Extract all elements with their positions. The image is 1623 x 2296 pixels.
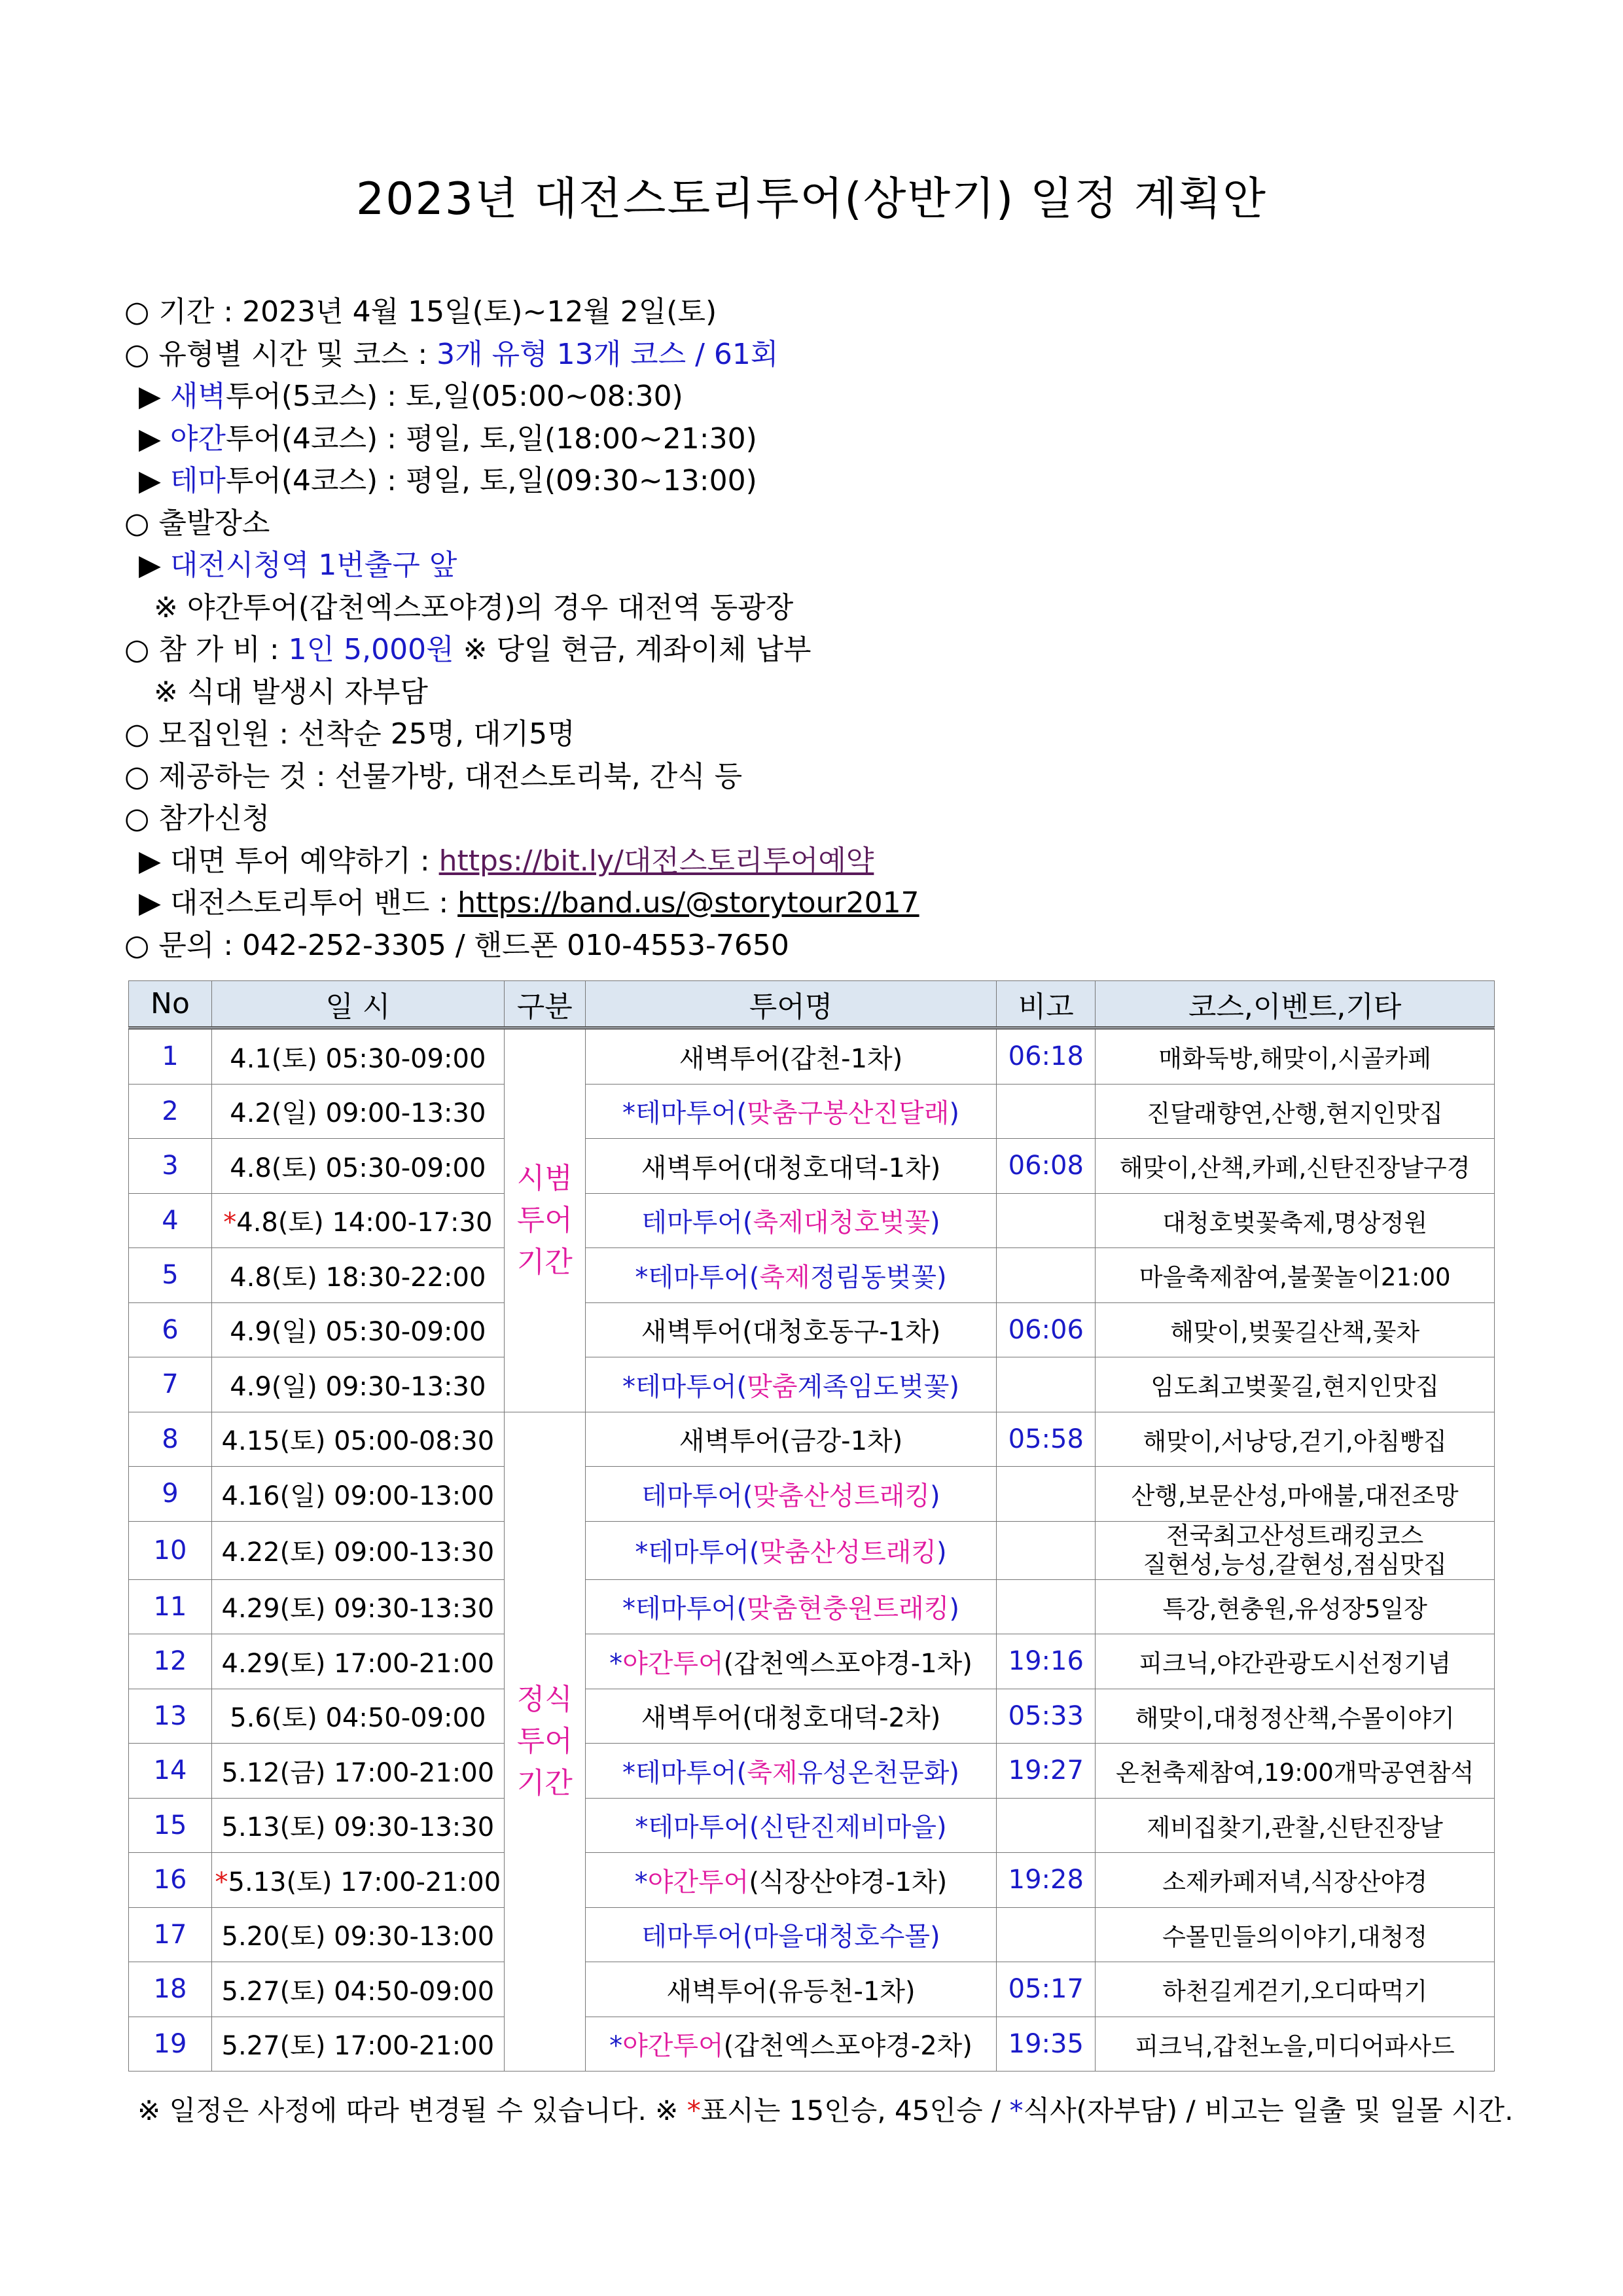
datetime-text: 4.22(토) 09:00-13:30 <box>221 1537 495 1568</box>
cell-datetime <box>211 1193 504 1248</box>
datetime-text: 4.16(일) 09:00-13:00 <box>221 1480 495 1511</box>
cell-tour-name <box>585 1798 997 1853</box>
provided-line: ○ 제공하는 것 : 선물가방, 대전스토리북, 간식 등 <box>124 759 743 793</box>
header-no: No <box>129 981 212 1028</box>
tour-name-part: 테마투어(마을대청호수몰) <box>641 1922 940 1952</box>
cell-course: 해맞이,산책,카페,신탄진장날구경 <box>1096 1139 1495 1194</box>
cell-course: 특강,현충원,유성장5일장 <box>1096 1579 1495 1634</box>
table-row <box>129 1634 1495 1689</box>
datetime-text: 4.8(토) 18:30-22:00 <box>230 1262 486 1293</box>
cell-course: 온천축제참여,19:00개막공연참석 <box>1096 1744 1495 1799</box>
cell-note: 19:35 <box>997 2017 1096 2072</box>
header-datetime: 일 시 <box>211 981 504 1028</box>
tour-name-part: 테마투어( <box>635 1371 747 1402</box>
tour-name-highlight: 맞춤산성트래킹 <box>759 1537 937 1568</box>
tour-name-highlight: 맞춤 <box>747 1371 798 1402</box>
meal-star: * <box>609 2031 623 2062</box>
cell-no: 16 <box>129 1853 212 1908</box>
tour-name-suffix: ) <box>949 1098 959 1129</box>
tour-name-highlight: 맞춤산성트래킹 <box>753 1480 931 1511</box>
datetime-text: 5.27(토) 17:00-21:00 <box>221 2031 495 2062</box>
cell-note <box>997 1579 1096 1634</box>
datetime-text: 4.9(일) 09:30-13:30 <box>230 1371 486 1402</box>
footer-part1: ※ 일정은 사정에 따라 변경될 수 있습니다. ※ <box>137 2094 687 2126</box>
cell-no: 15 <box>129 1798 212 1853</box>
cell-no: 14 <box>129 1744 212 1799</box>
cell-no: 8 <box>129 1412 212 1467</box>
table-body <box>129 1028 1495 2072</box>
cell-datetime <box>211 1412 504 1467</box>
datetime-text: 4.15(토) 05:00-08:30 <box>221 1426 495 1457</box>
cell-no: 18 <box>129 1962 212 2017</box>
cell-note: 19:27 <box>997 1744 1096 1799</box>
table-row <box>129 1084 1495 1139</box>
tour-name-part: 새벽투어(대청호대덕-2차) <box>641 1703 941 1734</box>
cell-course: 대청호벚꽃축제,명상정원 <box>1096 1193 1495 1248</box>
tour-name-suffix: 유성온천문화) <box>797 1757 959 1788</box>
meal-star: * <box>635 1262 649 1293</box>
cell-no: 10 <box>129 1521 212 1579</box>
cell-no: 2 <box>129 1084 212 1139</box>
table-row <box>129 1028 1495 1085</box>
cell-note: 05:58 <box>997 1412 1096 1467</box>
cell-datetime <box>211 1689 504 1744</box>
theme-tour-line <box>124 460 1531 503</box>
cell-no: 13 <box>129 1689 212 1744</box>
table-row <box>129 1962 1495 2017</box>
cell-course: 임도최고벚꽃길,현지인맛집 <box>1096 1357 1495 1412</box>
table-row <box>129 1302 1495 1357</box>
category-regular-text: 정식 투어 기간 <box>516 1682 573 1800</box>
cell-category-trial <box>504 1028 585 1412</box>
table-row <box>129 1798 1495 1853</box>
cell-tour-name <box>585 1193 997 1248</box>
tour-name-part: 테마투어(신탄진제비마을) <box>648 1812 947 1843</box>
theme-prefix: ▶ <box>139 464 170 497</box>
theme-highlight: 테마 <box>169 464 226 497</box>
datetime-text: 4.2(일) 09:00-13:30 <box>230 1098 486 1129</box>
tour-name-part: 야간투어 <box>622 2031 724 2062</box>
tour-name-suffix: ) <box>930 1480 940 1511</box>
cell-datetime <box>211 1853 504 1908</box>
datetime-text: 5.13(토) 09:30-13:30 <box>221 1812 495 1843</box>
reserve-label: ▶ 대면 투어 예약하기 : <box>139 844 439 878</box>
cell-datetime <box>211 1579 504 1634</box>
types-line <box>124 334 1531 376</box>
tour-name-part: 야간투어 <box>647 1867 749 1897</box>
band-label: ▶ 대전스토리투어 밴드 : <box>139 886 458 920</box>
cell-note: 06:18 <box>997 1028 1096 1085</box>
cell-no: 11 <box>129 1579 212 1634</box>
cell-course: 소제카페저녁,식장산야경 <box>1096 1853 1495 1908</box>
header-note: 비고 <box>997 981 1096 1028</box>
header-tour-name: 투어명 <box>585 981 997 1028</box>
tour-name-highlight: 맞춤구봉산진달래 <box>747 1098 950 1129</box>
fee-label: ○ 참 가 비 : <box>124 633 289 666</box>
tour-name-highlight: 축제대청호벚꽃 <box>753 1208 931 1238</box>
cell-tour-name <box>585 1084 997 1139</box>
footer-note <box>137 2089 1513 2128</box>
cell-tour-name <box>585 1579 997 1634</box>
tour-name-suffix: 계족임도벚꽃) <box>797 1371 959 1402</box>
cell-note: 05:17 <box>997 1962 1096 2017</box>
tour-name-part: 테마투어( <box>641 1480 753 1511</box>
cell-course: 매화둑방,해맞이,시골카페 <box>1096 1028 1495 1085</box>
cell-course: 마을축제참여,불꽃놀이21:00 <box>1096 1248 1495 1303</box>
cell-course: 해맞이,대청정산책,수몰이야기 <box>1096 1689 1495 1744</box>
night-prefix: ▶ <box>139 422 170 456</box>
footer-part2: 표시는 15인승, 45인승 / <box>700 2094 1010 2126</box>
meal-star: * <box>622 1594 636 1624</box>
cell-datetime <box>211 1084 504 1139</box>
header-course: 코스,이벤트,기타 <box>1096 981 1495 1028</box>
types-label: ○ 유형별 시간 및 코스 : <box>124 337 437 371</box>
theme-rest: 투어(4코스) : 평일, 토,일(09:30~13:00) <box>225 464 757 497</box>
page-title: 2023년 대전스토리투어(상반기) 일정 계획안 <box>356 173 1267 225</box>
cell-note <box>997 1248 1096 1303</box>
table-row <box>129 1579 1495 1634</box>
cell-tour-name <box>585 1744 997 1799</box>
meal-star: * <box>622 1098 636 1129</box>
cell-no: 1 <box>129 1028 212 1085</box>
cell-tour-name <box>585 1412 997 1467</box>
departure-prefix: ▶ <box>139 548 170 582</box>
cell-category-regular <box>504 1412 585 2072</box>
period-line: ○ 기간 : 2023년 4월 15일(토)~12월 2일(토) <box>124 295 717 329</box>
tour-name-suffix: ) <box>949 1594 959 1624</box>
tour-name-part: 야간투어 <box>622 1648 724 1679</box>
tour-name-highlight: (갑천엑스포야경-1차) <box>723 1648 972 1679</box>
datetime-text: 4.8(토) 14:00-17:30 <box>236 1208 493 1238</box>
datetime-text: 4.29(토) 09:30-13:30 <box>221 1594 495 1624</box>
tour-name-suffix: 정림동벚꽃) <box>810 1262 947 1293</box>
cell-note <box>997 1907 1096 1962</box>
departure-note: ※ 야간투어(갑천엑스포야경)의 경우 대전역 동광장 <box>154 590 794 624</box>
cell-course: 피크닉,야간관광도시선정기념 <box>1096 1634 1495 1689</box>
departure-place-line <box>124 545 1531 587</box>
cell-note: 19:16 <box>997 1634 1096 1689</box>
cell-datetime <box>211 1248 504 1303</box>
fee-note: ※ 당일 현금, 계좌이체 납부 <box>454 633 812 666</box>
cell-no: 9 <box>129 1467 212 1522</box>
tour-name-highlight: (식장산야경-1차) <box>749 1867 948 1897</box>
dawn-tour-line <box>124 376 1531 418</box>
tour-name-part: 새벽투어(갑천-1차) <box>679 1043 903 1074</box>
meal-star: * <box>622 1757 636 1788</box>
meal-star: * <box>635 1812 649 1843</box>
fee-value: 1인 5,000원 <box>288 633 454 666</box>
table-row <box>129 1412 1495 1467</box>
footer-star-meal: * <box>1009 2094 1024 2126</box>
cell-tour-name <box>585 1248 997 1303</box>
tour-name-part: 새벽투어(유등천-1차) <box>666 1976 916 2007</box>
cell-datetime <box>211 1467 504 1522</box>
night-rest: 투어(4코스) : 평일, 토,일(18:00~21:30) <box>225 422 757 456</box>
cell-tour-name <box>585 1907 997 1962</box>
table-row <box>129 1248 1495 1303</box>
cell-datetime <box>211 1744 504 1799</box>
cell-datetime <box>211 2017 504 2072</box>
header-category: 구분 <box>504 981 585 1028</box>
tour-name-highlight: 축제 <box>759 1262 810 1293</box>
cell-note: 19:28 <box>997 1853 1096 1908</box>
contact-line: ○ 문의 : 042-252-3305 / 핸드폰 010-4553-7650 <box>124 928 789 962</box>
cell-datetime <box>211 1962 504 2017</box>
cell-note <box>997 1798 1096 1853</box>
cell-datetime <box>211 1521 504 1579</box>
cell-note <box>997 1357 1096 1412</box>
cell-note: 05:33 <box>997 1689 1096 1744</box>
dawn-rest: 투어(5코스) : 토,일(05:00~08:30) <box>225 380 683 413</box>
cell-course: 해맞이,서낭당,걷기,아침빵집 <box>1096 1412 1495 1467</box>
cell-no: 6 <box>129 1302 212 1357</box>
cell-no: 4 <box>129 1193 212 1248</box>
cell-datetime <box>211 1357 504 1412</box>
dawn-highlight: 새벽 <box>169 380 226 413</box>
table-row <box>129 1907 1495 1962</box>
night-tour-line <box>124 418 1531 461</box>
cell-note <box>997 1084 1096 1139</box>
cell-course: 산행,보문산성,마애불,대전조망 <box>1096 1467 1495 1522</box>
tour-name-highlight: (갑천엑스포야경-2차) <box>723 2031 972 2062</box>
night-highlight: 야간 <box>169 422 226 456</box>
datetime-text: 5.13(토) 17:00-21:00 <box>228 1867 501 1897</box>
departure-place: 대전시청역 1번출구 앞 <box>169 548 457 582</box>
reserve-link[interactable]: https://bit.ly/대전스토리투어예약 <box>438 844 874 878</box>
meal-star: * <box>635 1537 649 1568</box>
table-header-row <box>129 981 1495 1028</box>
cell-datetime <box>211 1302 504 1357</box>
tour-name-highlight: 축제 <box>747 1757 798 1788</box>
cell-tour-name <box>585 1302 997 1357</box>
departure-heading: ○ 출발장소 <box>124 506 270 540</box>
tour-name-part: 새벽투어(금강-1차) <box>679 1426 903 1457</box>
table-row <box>129 2017 1495 2072</box>
tour-name-part: 새벽투어(대청호동구-1차) <box>641 1317 941 1348</box>
recruit-line: ○ 모집인원 : 선착순 25명, 대기5명 <box>124 717 575 751</box>
cell-note <box>997 1521 1096 1579</box>
datetime-text: 4.29(토) 17:00-21:00 <box>221 1648 495 1679</box>
apply-heading: ○ 참가신청 <box>124 802 270 835</box>
tour-name-highlight: 맞춤현충원트래킹 <box>747 1594 950 1624</box>
cell-tour-name <box>585 1028 997 1085</box>
fee-line <box>124 629 1531 672</box>
cell-course: 하천길게걷기,오디따먹기 <box>1096 1962 1495 2017</box>
cell-course: 해맞이,벚꽃길산책,꽃차 <box>1096 1302 1495 1357</box>
cell-course: 진달래향연,산행,현지인맛집 <box>1096 1084 1495 1139</box>
footer-star-group: * <box>687 2094 701 2126</box>
cell-note <box>997 1467 1096 1522</box>
tour-name-part: 새벽투어(대청호대덕-1차) <box>641 1153 941 1183</box>
cell-no: 12 <box>129 1634 212 1689</box>
cell-note: 06:08 <box>997 1139 1096 1194</box>
table-row <box>129 1467 1495 1522</box>
cell-tour-name <box>585 1139 997 1194</box>
footer-part3: 식사(자부담) / 비고는 일출 및 일몰 시간. <box>1023 2094 1514 2126</box>
cell-datetime <box>211 1028 504 1085</box>
cell-datetime <box>211 1139 504 1194</box>
cell-note <box>997 1193 1096 1248</box>
cell-note: 06:06 <box>997 1302 1096 1357</box>
cell-course: 피크닉,갑천노을,미디어파사드 <box>1096 2017 1495 2072</box>
reserve-line <box>124 840 1531 883</box>
cell-tour-name <box>585 1962 997 2017</box>
table-row <box>129 1521 1495 1579</box>
cell-datetime <box>211 1798 504 1853</box>
meal-note: ※ 식대 발생시 자부담 <box>154 675 428 709</box>
cell-tour-name <box>585 1853 997 1908</box>
cell-course: 전국최고산성트래킹코스 질현성,능성,갈현성,점심맛집 <box>1096 1521 1495 1579</box>
info-section <box>124 291 1531 967</box>
tour-name-part: 테마투어( <box>648 1262 760 1293</box>
datetime-text: 4.8(토) 05:30-09:00 <box>230 1153 486 1183</box>
table-row <box>129 1689 1495 1744</box>
tour-name-part: 테마투어( <box>641 1208 753 1238</box>
datetime-text: 5.20(토) 09:30-13:00 <box>221 1922 495 1952</box>
band-line <box>124 882 1531 925</box>
table-row <box>129 1853 1495 1908</box>
types-value: 3개 유형 13개 코스 / 61회 <box>437 337 779 371</box>
cell-tour-name <box>585 1357 997 1412</box>
group-star: * <box>223 1208 237 1238</box>
band-link[interactable]: https://band.us/@storytour2017 <box>457 886 919 920</box>
datetime-text: 4.1(토) 05:30-09:00 <box>230 1043 486 1074</box>
tour-name-part: 테마투어( <box>635 1098 747 1129</box>
cell-tour-name <box>585 1634 997 1689</box>
cell-course: 제비집찾기,관찰,신탄진장날 <box>1096 1798 1495 1853</box>
cell-no: 5 <box>129 1248 212 1303</box>
cell-course: 수몰민들의이야기,대청정 <box>1096 1907 1495 1962</box>
tour-name-suffix: ) <box>936 1537 947 1568</box>
tour-name-suffix: ) <box>930 1208 940 1238</box>
datetime-text: 5.27(토) 04:50-09:00 <box>221 1976 495 2007</box>
cell-no: 7 <box>129 1357 212 1412</box>
meal-star: * <box>634 1867 648 1897</box>
cell-tour-name <box>585 1521 997 1579</box>
cell-datetime <box>211 1907 504 1962</box>
meal-star: * <box>622 1371 636 1402</box>
group-star: * <box>215 1867 228 1897</box>
tour-name-part: 테마투어( <box>635 1757 747 1788</box>
cell-no: 3 <box>129 1139 212 1194</box>
table-row <box>129 1357 1495 1412</box>
tour-name-part: 테마투어( <box>648 1537 760 1568</box>
meal-star: * <box>609 1648 623 1679</box>
datetime-text: 4.9(일) 05:30-09:00 <box>230 1317 486 1348</box>
cell-no: 19 <box>129 2017 212 2072</box>
table-row <box>129 1193 1495 1248</box>
datetime-text: 5.12(금) 17:00-21:00 <box>221 1757 495 1788</box>
cell-tour-name <box>585 1467 997 1522</box>
category-trial-text: 시범 투어 기간 <box>516 1161 573 1279</box>
cell-tour-name <box>585 1689 997 1744</box>
table-row <box>129 1744 1495 1799</box>
table-row <box>129 1139 1495 1194</box>
tour-name-part: 테마투어( <box>635 1594 747 1624</box>
dawn-prefix: ▶ <box>139 380 170 413</box>
cell-datetime <box>211 1634 504 1689</box>
datetime-text: 5.6(토) 04:50-09:00 <box>230 1703 486 1734</box>
cell-no: 17 <box>129 1907 212 1962</box>
cell-tour-name <box>585 2017 997 2072</box>
schedule-table <box>128 980 1495 2072</box>
